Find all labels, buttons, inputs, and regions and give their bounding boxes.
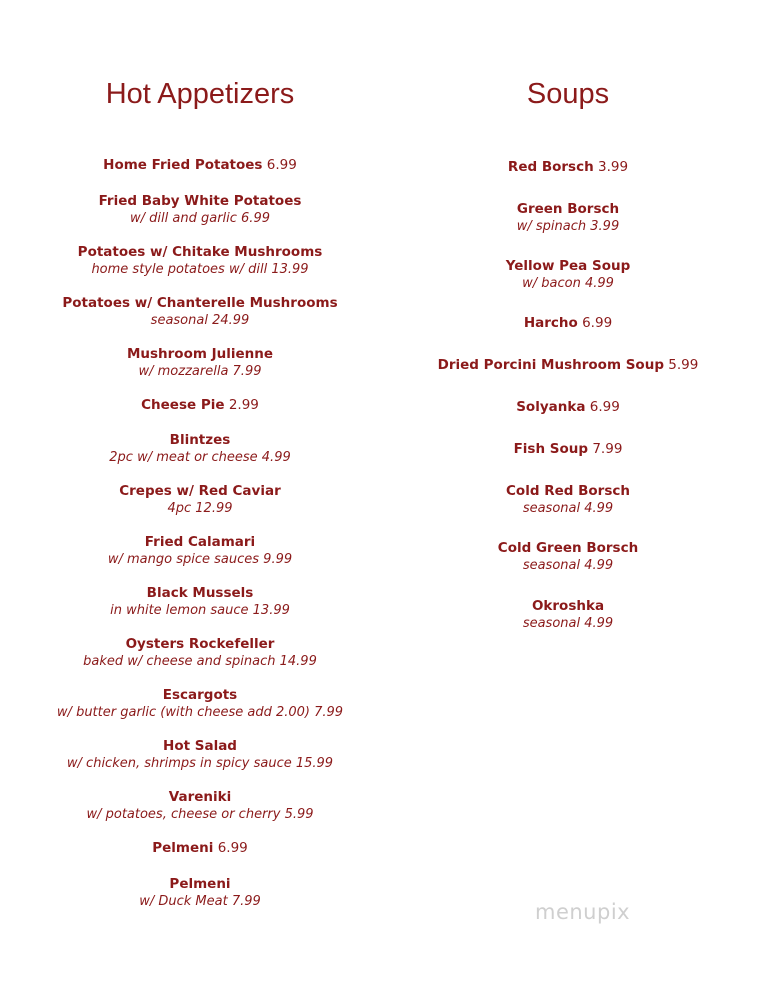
menu-item-name: Cold Red Borsch: [506, 483, 630, 499]
menu-item-title-line: [0, 839, 400, 857]
menu-item: [420, 539, 716, 574]
menu-item-title-line: [0, 396, 400, 414]
menu-item-title-line: [420, 440, 716, 458]
menupix-watermark: menupix: [535, 900, 631, 924]
menu-item-name: Potatoes w/ Chanterelle Mushrooms: [62, 295, 338, 311]
menu-item-title-line: [0, 345, 400, 363]
menu-item-title-line: [0, 192, 400, 210]
menu-item-name: Green Borsch: [516, 201, 620, 217]
menu-item: [420, 158, 716, 176]
menu-item-description: w/ mozzarella 7.99: [138, 364, 262, 379]
menu-item: [420, 356, 716, 374]
menu-item-name: Fish Soup: [513, 441, 589, 457]
hot-appetizers-heading: Hot Appetizers: [105, 78, 295, 110]
menu-item-description: w/ spinach 3.99: [516, 219, 620, 234]
menu-item: [420, 314, 716, 332]
menu-item-title-line: [0, 788, 400, 806]
menu-item-name: Cold Green Borsch: [497, 540, 639, 556]
menu-item-price: 5.99: [668, 357, 699, 373]
menu-item: [0, 584, 400, 619]
menu-item-name: Mushroom Julienne: [126, 346, 274, 362]
menu-item-description: w/ chicken, shrimps in spicy sauce 15.99: [66, 756, 334, 771]
menu-item-description: w/ butter garlic (with cheese add 2.00) 7.99: [56, 705, 344, 720]
menu-item: [0, 635, 400, 670]
menu-item-title-line: [0, 482, 400, 500]
menu-item-description: w/ mango spice sauces 9.99: [107, 552, 293, 567]
menu-item-title-line: [0, 584, 400, 602]
menu-item: [420, 398, 716, 416]
menu-item-name: Blintzes: [169, 432, 231, 448]
menu-item: [0, 294, 400, 329]
menu-item-name: Harcho: [523, 315, 578, 331]
menu-item-price: 3.99: [598, 159, 629, 175]
menu-item-name: Fried Calamari: [144, 534, 256, 550]
menu-item-description: 4pc 12.99: [167, 501, 233, 516]
menu-item: [420, 482, 716, 517]
menu-item-name: Crepes w/ Red Caviar: [119, 483, 281, 499]
menu-item-description: home style potatoes w/ dill 13.99: [91, 262, 309, 277]
menu-item-description: seasonal 24.99: [150, 313, 250, 328]
menu-item-name: Potatoes w/ Chitake Mushrooms: [77, 244, 323, 260]
menu-item: [420, 257, 716, 292]
menu-item: [420, 597, 716, 632]
menu-item-description: in white lemon sauce 13.99: [110, 603, 290, 618]
menu-item-title-line: [0, 875, 400, 893]
menu-item-title-line: [0, 243, 400, 261]
menu-item-name: Black Mussels: [146, 585, 254, 601]
soups-heading: Soups: [526, 78, 610, 110]
menu-item: [420, 200, 716, 235]
menu-item-name: Solyanka: [516, 399, 586, 415]
menu-item-description: seasonal 4.99: [522, 501, 614, 516]
menu-item-name: Pelmeni: [152, 840, 214, 856]
menu-item: [0, 737, 400, 772]
menu-item-title-line: [420, 539, 716, 557]
menu-item: [0, 839, 400, 857]
menu-item-price: 7.99: [592, 441, 623, 457]
menu-item-description: w/ bacon 4.99: [522, 276, 614, 291]
menu-item-title-line: [0, 294, 400, 312]
menu-item-price: 2.99: [228, 397, 259, 413]
menu-item-title-line: [420, 158, 716, 176]
menu-item: [0, 875, 400, 910]
menu-item-name: Cheese Pie: [141, 397, 225, 413]
menu-item-price: 6.99: [582, 315, 613, 331]
menu-item-title-line: [0, 686, 400, 704]
menu-item: [0, 243, 400, 278]
menu-item-name: Yellow Pea Soup: [505, 258, 631, 274]
menu-item-description: w/ dill and garlic 6.99: [130, 211, 270, 226]
menu-item-name: Fried Baby White Potatoes: [98, 193, 302, 209]
menu-item-title-line: [0, 635, 400, 653]
menu-item-title-line: [0, 156, 400, 174]
menu-item-name: Pelmeni: [169, 876, 231, 892]
menu-item-title-line: [420, 398, 716, 416]
menu-item: [0, 788, 400, 823]
menu-item: [0, 482, 400, 517]
menu-item-price: 6.99: [589, 399, 620, 415]
menu-item-description: seasonal 4.99: [522, 558, 614, 573]
menu-item-title-line: [420, 200, 716, 218]
menu-item: [0, 156, 400, 174]
menu-item-description: baked w/ cheese and spinach 14.99: [83, 654, 317, 669]
menu-item-title-line: [420, 482, 716, 500]
menu-item-title-line: [0, 737, 400, 755]
menu-item: [0, 396, 400, 414]
menu-item-description: w/ potatoes, cheese or cherry 5.99: [86, 807, 314, 822]
menu-item-description: w/ Duck Meat 7.99: [139, 894, 261, 909]
menu-item-name: Okroshka: [531, 598, 605, 614]
menu-item-name: Escargots: [162, 687, 238, 703]
menu-item: [0, 345, 400, 380]
menu-item: [0, 431, 400, 466]
menu-item-price: 6.99: [217, 840, 248, 856]
menu-item-name: Oysters Rockefeller: [125, 636, 275, 652]
menu-item-description: 2pc w/ meat or cheese 4.99: [109, 450, 291, 465]
menu-item-price: 6.99: [266, 157, 297, 173]
menu-item-title-line: [420, 356, 716, 374]
menu-item-title-line: [0, 431, 400, 449]
menu-item-name: Home Fried Potatoes: [103, 157, 263, 173]
menu-item-title-line: [0, 533, 400, 551]
menu-item-title-line: [420, 597, 716, 615]
menu-item-title-line: [420, 257, 716, 275]
menu-item-name: Hot Salad: [163, 738, 237, 754]
menu-item-name: Red Borsch: [507, 159, 594, 175]
menu-item: [0, 686, 400, 721]
menu-item: [0, 533, 400, 568]
menu-item: [0, 192, 400, 227]
menu-item-name: Vareniki: [168, 789, 232, 805]
menu-item-name: Dried Porcini Mushroom Soup: [437, 357, 664, 373]
menu-item-description: seasonal 4.99: [522, 616, 614, 631]
menu-item-title-line: [420, 314, 716, 332]
menu-item: [420, 440, 716, 458]
